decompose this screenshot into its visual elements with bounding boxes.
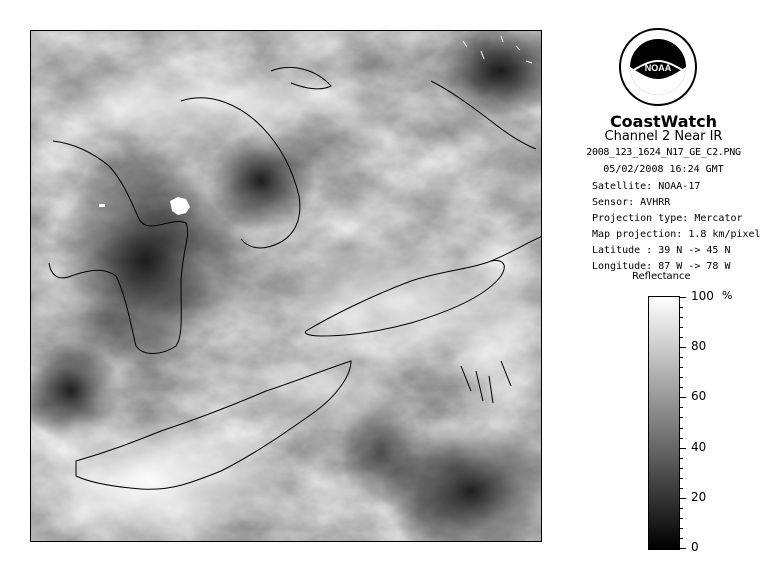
colorbar-minor-tick: [680, 508, 683, 509]
colorbar-tick-label: 100: [691, 289, 714, 303]
colorbar-minor-tick: [680, 478, 683, 479]
colorbar-minor-tick: [680, 458, 683, 459]
colorbar-minor-tick: [680, 367, 683, 368]
colorbar-major-tick: [680, 448, 686, 449]
colorbar-tick-label: 60: [691, 389, 707, 404]
colorbar-minor-tick: [680, 538, 683, 539]
colorbar-minor-tick: [680, 528, 683, 529]
channel-label: Channel 2 Near IR: [604, 129, 723, 144]
satellite-image-svg: [31, 31, 542, 542]
colorbar-tick-label: 20: [691, 489, 707, 504]
colorbar-major-tick: [680, 347, 686, 348]
colorbar-major-tick: [680, 397, 686, 398]
colorbar-minor-tick: [680, 468, 683, 469]
colorbar-tick-label: 80: [691, 339, 707, 354]
colorbar-minor-tick: [680, 317, 683, 318]
colorbar-major-tick: [680, 297, 686, 298]
image-filename: 2008_123_1624_N17_GE_C2.PNG: [586, 147, 741, 158]
projection-type-label: Projection type: Mercator: [592, 213, 743, 224]
satellite-image: [30, 30, 542, 542]
colorbar-minor-tick: [680, 337, 683, 338]
colorbar-minor-tick: [680, 327, 683, 328]
colorbar-major-tick: [680, 548, 686, 549]
reflectance-colorbar: [648, 296, 680, 550]
colorbar-minor-tick: [680, 428, 683, 429]
colorbar-minor-tick: [680, 417, 683, 418]
brand-title: CoastWatch: [609, 112, 718, 131]
noaa-logo-text: NOAA: [644, 63, 672, 73]
sensor-label: Sensor: AVHRR: [592, 197, 671, 208]
satellite-label: Satellite: NOAA-17: [592, 181, 701, 192]
colorbar-minor-tick: [680, 387, 683, 388]
legend-unit: %: [722, 289, 733, 302]
map-projection-label: Map projection: 1.8 km/pixel: [592, 229, 761, 240]
colorbar-tick-label: 40: [691, 439, 707, 454]
image-datetime: 05/02/2008 16:24 GMT: [603, 164, 724, 175]
colorbar-minor-tick: [680, 357, 683, 358]
longitude-label: Longitude: 87 W -> 78 W: [592, 261, 731, 272]
colorbar-minor-tick: [680, 518, 683, 519]
latitude-label: Latitude : 39 N -> 45 N: [592, 245, 731, 256]
colorbar-major-tick: [680, 498, 686, 499]
colorbar-minor-tick: [680, 438, 683, 439]
colorbar-tick-label: 0: [691, 540, 699, 554]
noaa-logo: [618, 27, 698, 107]
colorbar-minor-tick: [680, 488, 683, 489]
colorbar-minor-tick: [680, 407, 683, 408]
colorbar-minor-tick: [680, 307, 683, 308]
legend-title: Reflectance: [632, 271, 691, 282]
colorbar-minor-tick: [680, 377, 683, 378]
